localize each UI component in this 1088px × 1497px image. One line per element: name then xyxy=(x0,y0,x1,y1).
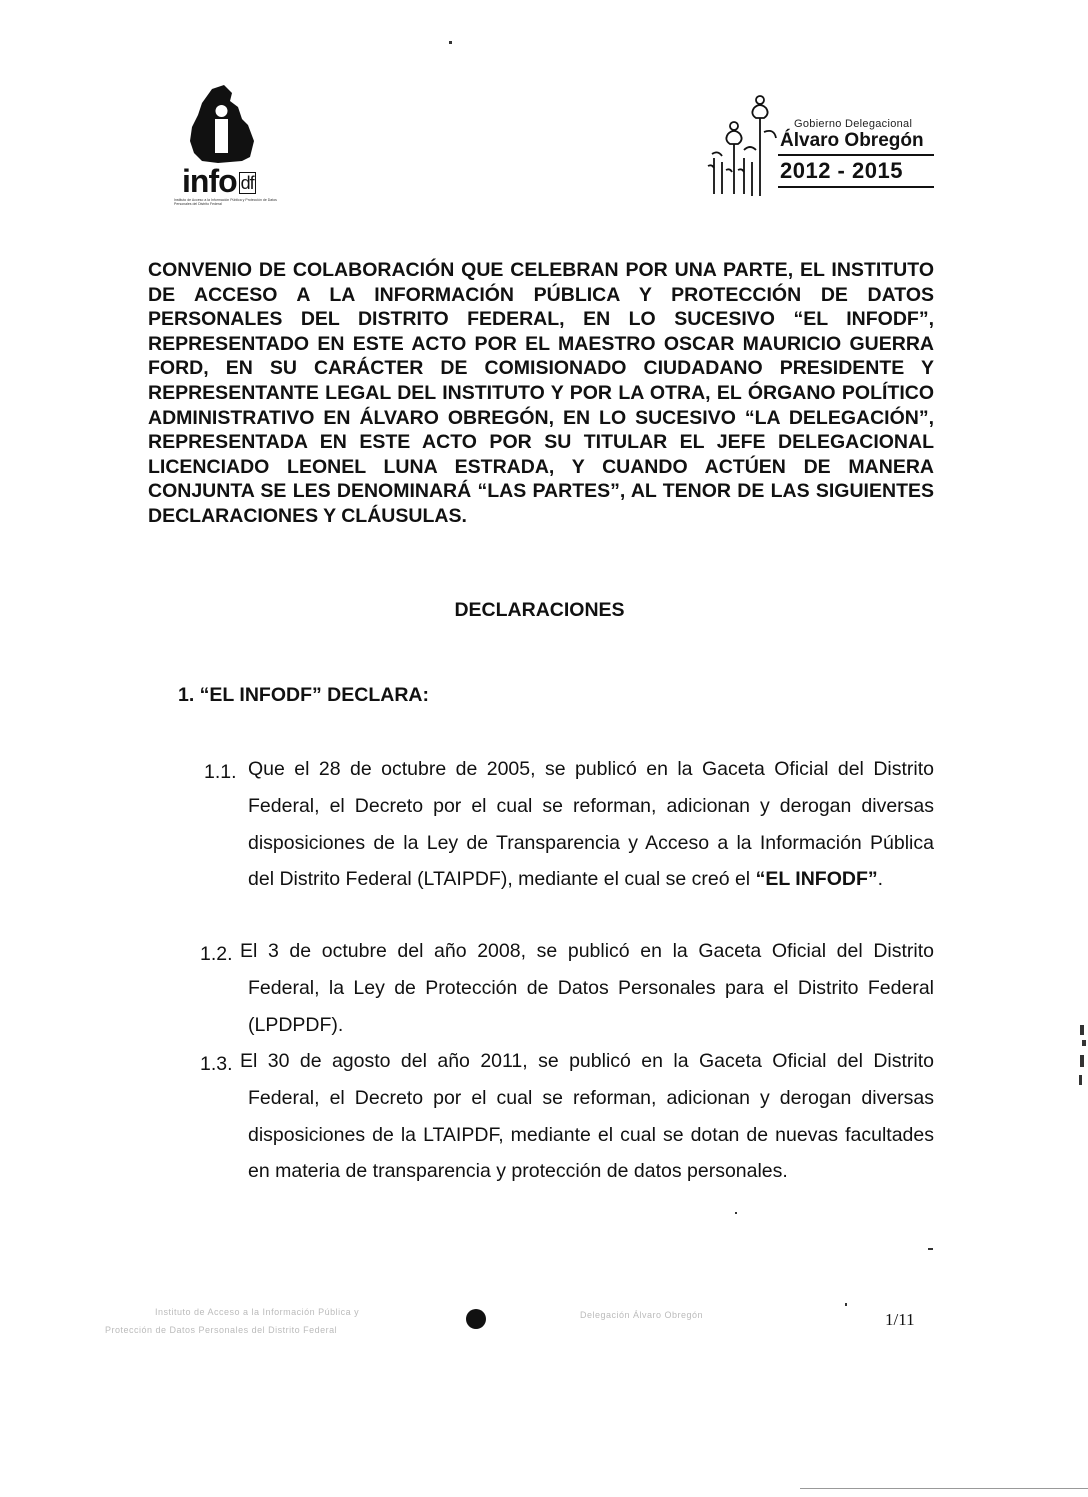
section-heading: DECLARACIONES xyxy=(454,599,625,621)
infodf-tagline: Instituto de Acceso a la Información Pública y Protección de Datos Personales del Distrito Federal xyxy=(174,198,277,206)
alvaro-obregon-logo xyxy=(700,92,940,202)
infodf-wordmark-suffix: df xyxy=(240,173,254,194)
item-text: Que el 28 de octubre de 2005, se publicó en la Gaceta Oficial del Distrito Federal, el Decreto por el cual se reforman, adicionan y derogan diversas disposiciones de la Ley de Transparencia y Acceso a la Información Pública del Distrito Federal (LTAIPDF), mediante el cual se creó el xyxy=(248,758,934,891)
agreement-title: CONVENIO DE COLABORACIÓN QUE CELEBRAN POR UNA PARTE, EL INSTITUTO DE ACCESO A LA INFORMACIÓN PÚBLICA Y PROTECCIÓN DE DATOS PERSONALES DEL DISTRITO FEDERAL, EN LO SUCESIVO “EL INFODF”, REPRESENTADO EN ESTE ACTO POR EL MAESTRO OSCAR MAURICIO GUERRA FORD, EN SU CARÁCTER DE COMISIONADO CIUDADANO PRESIDENTE Y REPRESENTANTE LEGAL DEL INSTITUTO Y POR LA OTRA, EL ÓRGANO POLÍTICO ADMINISTRATIVO EN ÁLVARO OBREGÓN, EN LO SUCESIVO “LA DELEGACIÓN”, REPRESENTADA EN ESTE ACTO POR SU TITULAR EL JEFE DELEGACIONAL LICENCIADO LEONEL LUNA ESTRADA, Y CUANDO ACTÚEN DE MANERA CONJUNTA SE LES DENOMINARÁ “LAS PARTES”, AL TENOR DE LAS SIGUIENTES DECLARACIONES Y CLÁUSULAS. xyxy=(148,259,934,527)
scan-speck xyxy=(1079,1075,1082,1085)
scan-speck xyxy=(1082,1040,1086,1046)
scan-speck xyxy=(735,1212,737,1214)
declaration-item xyxy=(248,751,934,898)
footer-institution-line2: Protección de Datos Personales del Distrito Federal xyxy=(105,1325,338,1335)
item-number: 1.1. xyxy=(204,761,237,783)
scan-speck xyxy=(449,41,452,44)
scan-speck xyxy=(845,1303,847,1306)
crown-emblem-icon xyxy=(700,92,780,200)
alvaro-obregon-name: Álvaro Obregón xyxy=(780,130,924,151)
infodf-wordmark: info xyxy=(182,163,237,199)
page-number: 1/11 xyxy=(885,1310,915,1329)
item-number: 1.3. xyxy=(200,1053,233,1075)
subsection-heading: 1. “EL INFODF” DECLARA: xyxy=(178,684,429,706)
logo-rule xyxy=(778,186,934,188)
declaration-item: El 30 de agosto del año 2011, se publicó en la Gaceta Oficial del Distrito Federal, el Decreto por el cual se reforman, adicionan y derogan diversas disposiciones de la LTAIPDF, mediante el cual se dotan de nuevas facultades en materia de transparencia y protección de datos personales. xyxy=(240,1050,934,1183)
scan-speck xyxy=(800,1488,1088,1489)
item-text-tail: . xyxy=(877,868,884,891)
footer-institution-line1: Instituto de Acceso a la Información Pública y xyxy=(155,1307,360,1317)
infodf-logo xyxy=(172,85,287,210)
scan-speck xyxy=(928,1248,933,1250)
item-bold-text: “EL INFODF” xyxy=(755,868,878,891)
alvaro-obregon-small-text: Gobierno Delegacional xyxy=(794,118,913,130)
logo-rule xyxy=(778,154,934,156)
scan-speck xyxy=(1080,1055,1084,1067)
scan-speck xyxy=(1080,1025,1084,1035)
alvaro-obregon-years: 2012 - 2015 xyxy=(780,158,903,183)
declaration-item: El 3 de octubre del año 2008, se publicó en la Gaceta Oficial del Distrito Federal, la Ley de Protección de Datos Personales para el Distrito Federal (LPDPDF). xyxy=(240,940,934,1036)
item-number: 1.2. xyxy=(200,943,233,965)
footer-bullet-icon xyxy=(466,1309,486,1329)
footer-center-text: Delegación Álvaro Obregón xyxy=(580,1310,704,1320)
